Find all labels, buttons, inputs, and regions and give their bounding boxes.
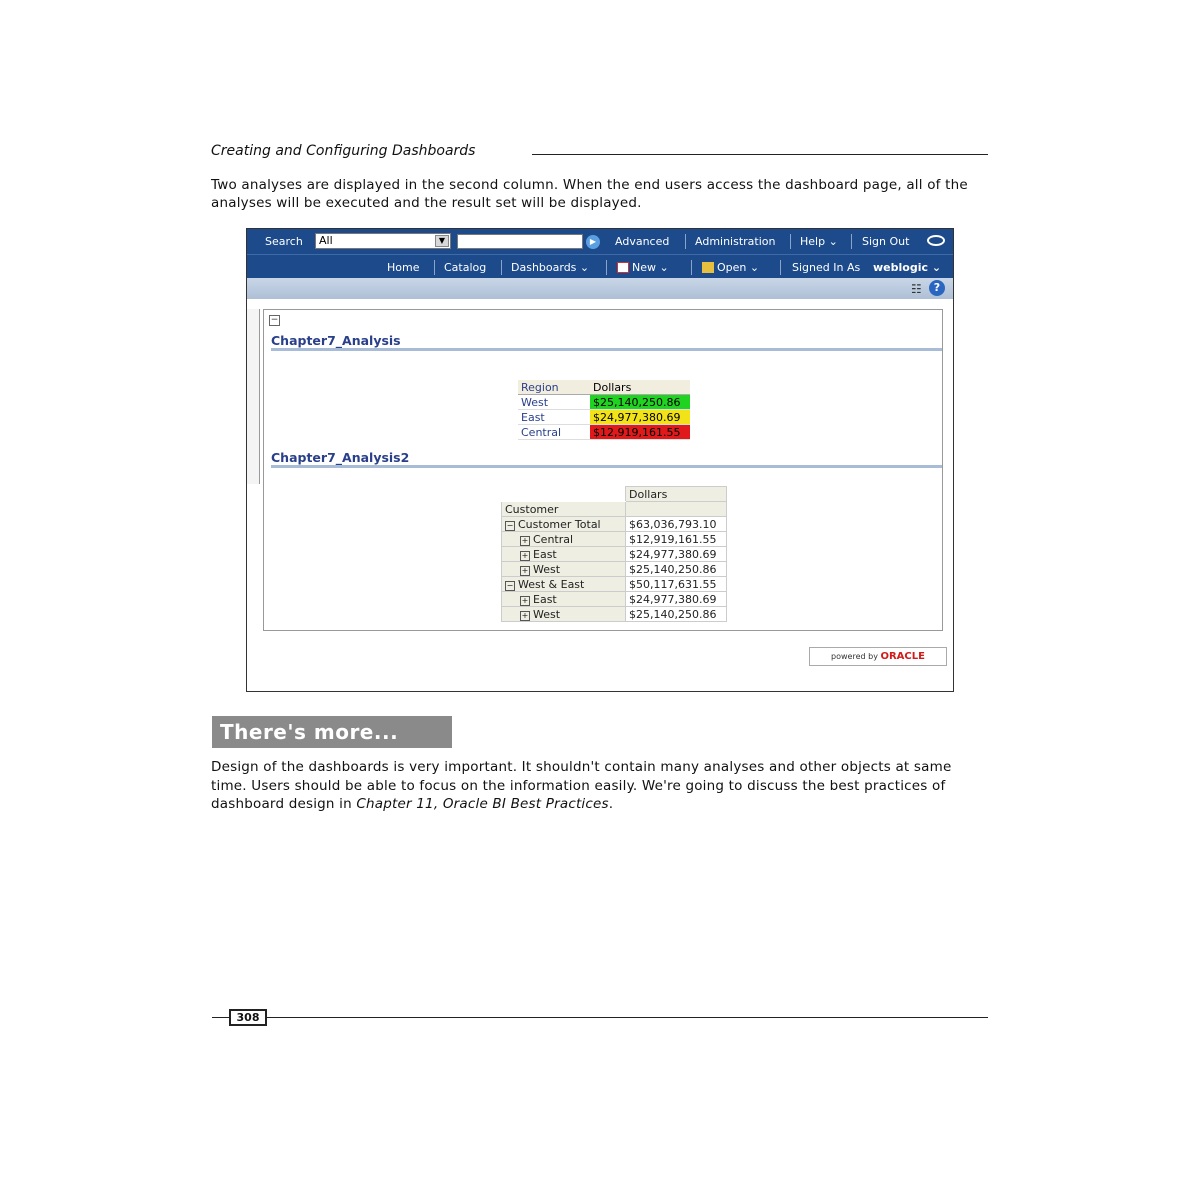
pivot-table xyxy=(501,486,727,622)
divider xyxy=(434,260,435,275)
pivot-dollars-header: Dollars xyxy=(626,487,727,502)
global-header xyxy=(247,229,953,254)
powered-by-text: powered by xyxy=(831,652,878,661)
analysis1-title[interactable]: Chapter7_Analysis xyxy=(271,333,401,348)
dollars-cell: $12,919,161.55 xyxy=(590,425,690,440)
pivot-member[interactable] xyxy=(502,577,626,592)
pivot-member[interactable] xyxy=(502,607,626,622)
analysis2-title[interactable]: Chapter7_Analysis2 xyxy=(271,450,410,465)
collapse-icon[interactable]: − xyxy=(506,520,514,530)
region-cell[interactable]: West xyxy=(518,395,590,410)
page-number: 308 xyxy=(229,1009,267,1026)
pivot-corner xyxy=(502,487,626,502)
expand-icon[interactable]: + xyxy=(521,565,529,575)
divider xyxy=(790,234,791,249)
divider xyxy=(501,260,502,275)
footer-rule-left xyxy=(212,1017,229,1018)
search-label: Search xyxy=(265,235,303,248)
chevron-down-icon[interactable]: ▼ xyxy=(435,235,449,247)
pivot-member-label: East xyxy=(533,592,557,606)
table-header-row xyxy=(518,380,690,395)
advanced-link[interactable]: Advanced xyxy=(615,235,670,248)
oracle-logo-icon xyxy=(927,235,945,246)
new-document-icon xyxy=(617,262,629,273)
new-menu-label: New ⌄ xyxy=(632,261,669,274)
running-header: Creating and Configuring Dashboards xyxy=(211,143,476,159)
pivot-member-label: West & East xyxy=(518,577,585,591)
region-cell[interactable]: East xyxy=(518,410,590,425)
header-rule xyxy=(532,154,988,155)
nav-bar xyxy=(247,254,953,279)
pivot-member[interactable] xyxy=(502,547,626,562)
search-scope-select[interactable] xyxy=(315,233,451,249)
pivot-member[interactable] xyxy=(502,592,626,607)
pivot-header-row xyxy=(502,487,727,502)
expand-icon[interactable]: + xyxy=(521,610,529,620)
pivot-header-row xyxy=(502,502,727,517)
divider xyxy=(780,260,781,275)
pivot-member-label: West xyxy=(533,607,561,621)
intro-paragraph: Two analyses are displayed in the second column. When the end users access the dashboard page, all of the analyses will be executed and the result set will be displayed. xyxy=(211,177,968,211)
left-scrollbar[interactable] xyxy=(247,309,260,484)
open-menu[interactable] xyxy=(702,261,759,274)
oracle-brand: ORACLE xyxy=(880,651,925,662)
table-row xyxy=(518,425,690,440)
new-menu[interactable] xyxy=(617,261,669,274)
pivot-member-label: West xyxy=(533,562,561,576)
page-toolbar xyxy=(247,278,953,299)
pivot-value: $50,117,631.55 xyxy=(626,577,727,592)
signed-in-label: Signed In As xyxy=(792,261,861,274)
footer-rule-right xyxy=(267,1017,988,1018)
table-row xyxy=(518,410,690,425)
pivot-value: $24,977,380.69 xyxy=(626,547,727,562)
outro-paragraph xyxy=(211,758,991,814)
user-menu[interactable]: weblogic ⌄ xyxy=(873,261,942,274)
table-row xyxy=(502,532,727,547)
dollars-cell: $24,977,380.69 xyxy=(590,410,690,425)
table-row xyxy=(502,547,727,562)
region-cell[interactable]: Central xyxy=(518,425,590,440)
pivot-value: $25,140,250.86 xyxy=(626,562,727,577)
dashboard-screenshot xyxy=(246,228,954,692)
table-row xyxy=(502,607,727,622)
divider xyxy=(606,260,607,275)
pivot-value: $12,919,161.55 xyxy=(626,532,727,547)
open-menu-label: Open ⌄ xyxy=(717,261,760,274)
pivot-member[interactable] xyxy=(502,517,626,532)
outro-end: . xyxy=(608,796,614,812)
expand-icon[interactable]: + xyxy=(521,550,529,560)
divider xyxy=(685,234,686,249)
divider xyxy=(851,234,852,249)
region-header[interactable]: Region xyxy=(518,380,590,395)
pivot-member[interactable] xyxy=(502,532,626,547)
chapter-reference: Chapter 11, Oracle BI Best Practices xyxy=(356,796,609,812)
pivot-member-label: Central xyxy=(533,532,574,546)
pivot-value: $25,140,250.86 xyxy=(626,607,727,622)
administration-link[interactable]: Administration xyxy=(695,235,776,248)
search-scope-value: All xyxy=(319,234,333,247)
catalog-link[interactable]: Catalog xyxy=(444,261,487,274)
region-table xyxy=(518,380,690,440)
collapse-section-icon[interactable]: − xyxy=(270,315,279,325)
dashboards-menu[interactable]: Dashboards ⌄ xyxy=(511,261,590,274)
table-row xyxy=(502,562,727,577)
pivot-member-label: Customer Total xyxy=(518,517,601,531)
help-menu[interactable]: Help ⌄ xyxy=(800,235,838,248)
dashboard-content xyxy=(263,309,943,631)
help-icon[interactable]: ? xyxy=(929,280,945,296)
expand-icon[interactable]: + xyxy=(521,535,529,545)
table-row xyxy=(518,395,690,410)
section-heading: There's more... xyxy=(212,716,452,748)
sign-out-link[interactable]: Sign Out xyxy=(862,235,910,248)
pivot-member-label: East xyxy=(533,547,557,561)
pivot-customer-header: Customer xyxy=(502,502,626,517)
table-row xyxy=(502,577,727,592)
search-input[interactable] xyxy=(457,234,583,249)
dollars-header: Dollars xyxy=(590,380,690,395)
dollars-cell: $25,140,250.86 xyxy=(590,395,690,410)
pivot-value: $63,036,793.10 xyxy=(626,517,727,532)
outro-text: Design of the dashboards is very important. It shouldn't contain many analyses and other objects at same time. Users should be able to focus on the information easily. We're going to discuss the best practices of dashboard design in xyxy=(211,759,952,812)
powered-by-oracle-badge xyxy=(809,647,947,666)
table-row xyxy=(502,592,727,607)
table-row xyxy=(502,517,727,532)
pivot-value: $24,977,380.69 xyxy=(626,592,727,607)
divider xyxy=(691,260,692,275)
pivot-blank xyxy=(626,502,727,517)
pivot-member[interactable] xyxy=(502,562,626,577)
search-go-icon[interactable]: ▶ xyxy=(586,235,600,249)
page-options-icon[interactable]: ☷ xyxy=(911,282,922,296)
analysis1-rule xyxy=(271,348,942,351)
home-link[interactable]: Home xyxy=(387,261,420,274)
expand-icon[interactable]: + xyxy=(521,595,529,605)
analysis2-rule xyxy=(271,465,942,468)
collapse-icon[interactable]: − xyxy=(506,580,514,590)
folder-icon xyxy=(702,262,714,273)
